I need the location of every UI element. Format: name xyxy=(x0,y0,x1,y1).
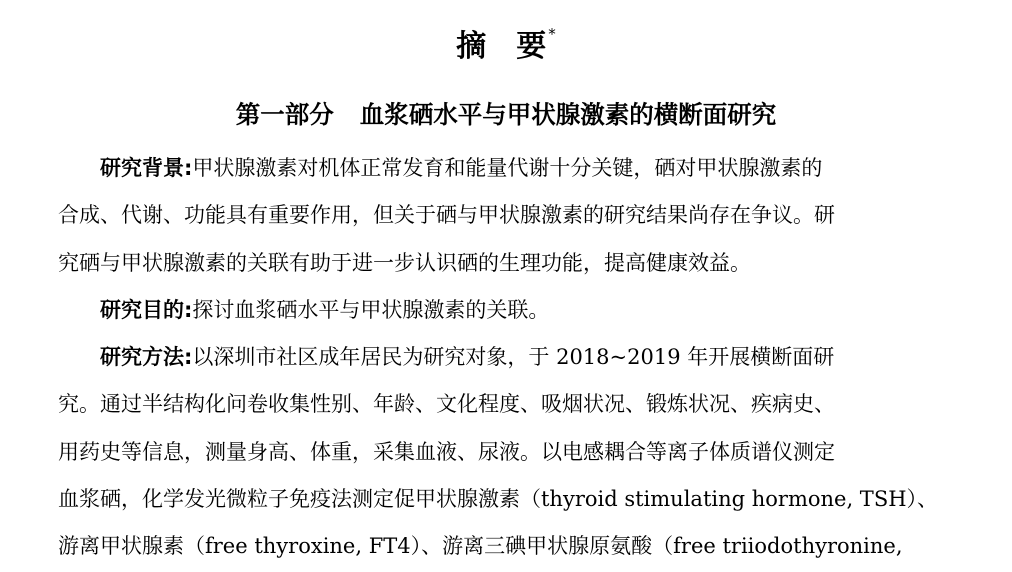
footnote-marker: * xyxy=(548,25,556,43)
paragraph-line: 血浆硒，化学发光微粒子免疫法测定促甲状腺激素（thyroid stimulating hormone, TSH）、 xyxy=(58,487,939,512)
paragraph-line: 游离甲状腺素（free thyroxine, FT4）、游离三碘甲状腺原氨酸（free triiodothyronine, xyxy=(58,534,903,559)
paragraph-line: 究硒与甲状腺激素的关联有助于进一步认识硒的生理功能，提高健康效益。 xyxy=(58,250,751,275)
paragraph-line: 究。通过半结构化问卷收集性别、年龄、文化程度、吸烟状况、锻炼状况、疾病史、 xyxy=(58,392,835,417)
paragraph-line xyxy=(58,334,956,381)
paragraph-line: 合成、代谢、功能具有重要作用，但关于硒与甲状腺激素的研究结果尚存在争议。研 xyxy=(58,203,835,228)
abstract-body xyxy=(58,145,956,571)
section-part-label: 第一部分 xyxy=(235,100,334,129)
paragraph-background xyxy=(58,145,956,287)
paragraph-line xyxy=(58,287,956,334)
paragraph-text: 甲状腺激素对机体正常发育和能量代谢十分关键，硒对甲状腺激素的 xyxy=(192,156,823,180)
paragraph-line: 用药史等信息，测量身高、体重，采集血液、尿液。以电感耦合等离子体质谱仪测定 xyxy=(58,439,835,464)
abstract-title xyxy=(0,18,1012,69)
abstract-title-char-1: 摘 xyxy=(456,29,487,64)
section-title: 血浆硒水平与甲状腺激素的横断面研究 xyxy=(359,100,777,129)
paragraph-text: 以深圳市社区成年居民为研究对象，于 2018~2019 年开展横断面研 xyxy=(192,345,835,370)
abstract-title-char-2: 要 xyxy=(516,29,547,64)
paragraph-lead-objective: 研究目的: xyxy=(100,297,193,322)
paragraph-methods xyxy=(58,334,956,570)
paragraph-text: 探讨血浆硒水平与甲状腺激素的关联。 xyxy=(192,297,550,322)
paragraph-lead-background: 研究背景: xyxy=(100,156,193,180)
paragraph-objective xyxy=(58,287,956,334)
paragraph-lead-methods: 研究方法: xyxy=(100,345,193,370)
paragraph-line xyxy=(58,145,956,192)
section-heading xyxy=(0,96,1012,134)
